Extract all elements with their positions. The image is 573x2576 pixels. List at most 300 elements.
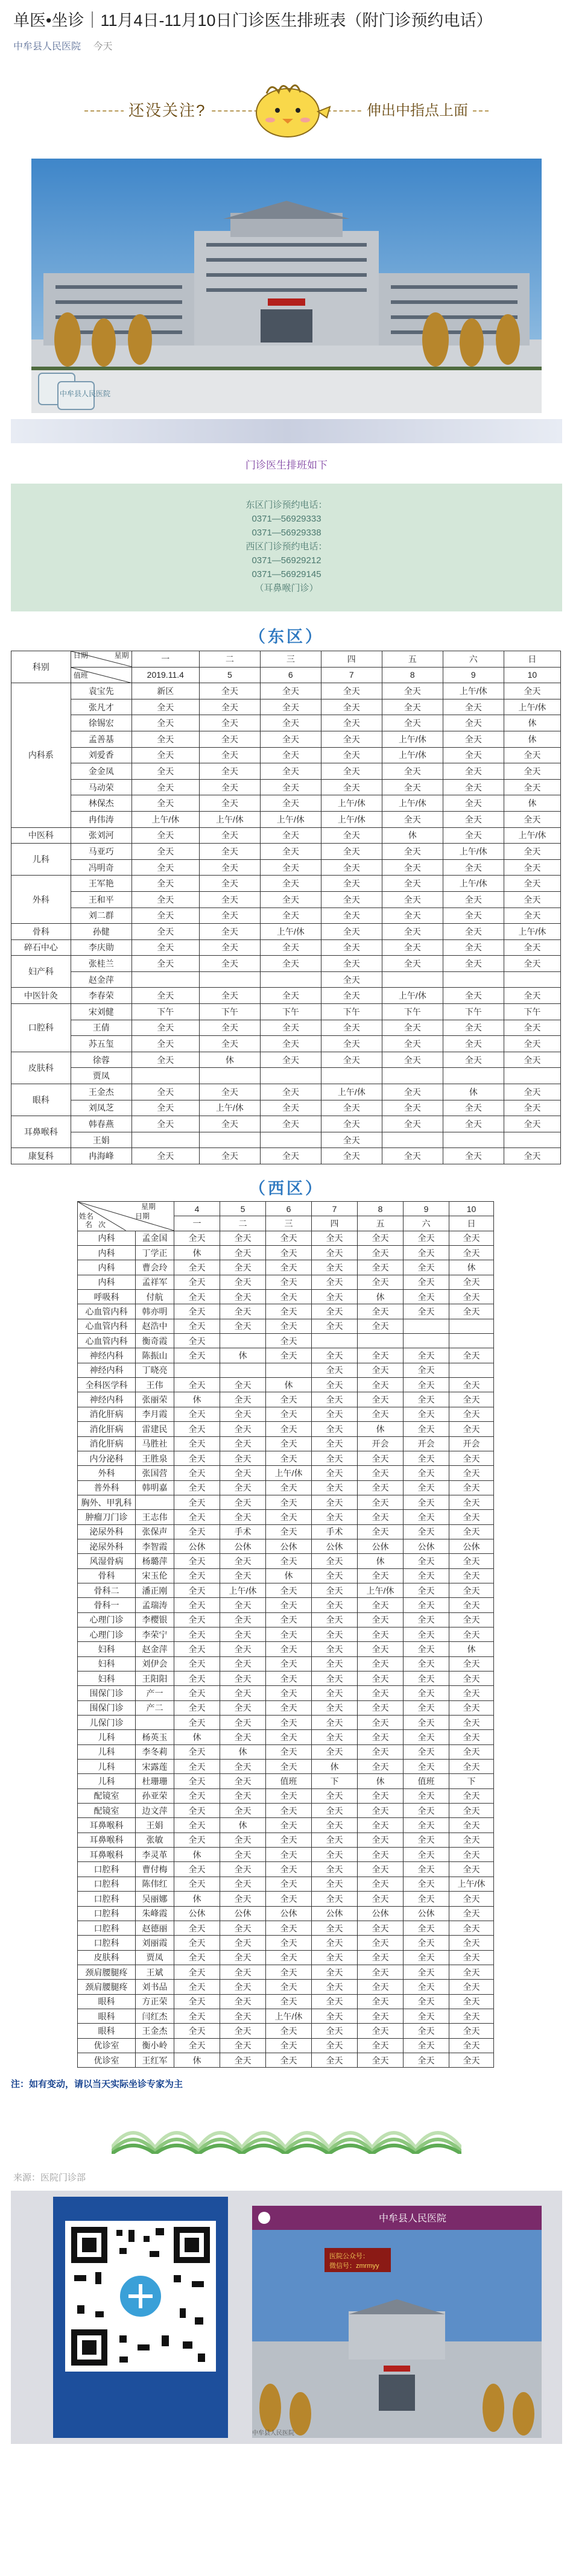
shift-cell: 全天 <box>174 1833 220 1847</box>
shift-cell: 全天 <box>449 2024 494 2038</box>
doctor-name: 李庆勋 <box>71 939 131 956</box>
shift-cell: 全天 <box>404 1568 449 1583</box>
shift-cell: 全天 <box>404 1407 449 1421</box>
shift-cell: 全天 <box>449 1965 494 1979</box>
shift-cell: 全天 <box>404 1627 449 1641</box>
shift-cell: 休 <box>443 1084 504 1100</box>
shift-cell: 全天 <box>358 1319 404 1333</box>
shift-cell <box>131 1068 199 1084</box>
shift-cell: 公休 <box>449 1539 494 1553</box>
shift-cell: 全天 <box>266 1612 312 1627</box>
shift-cell: 全天 <box>260 859 321 876</box>
department-cell: 耳鼻喉科 <box>78 1833 136 1847</box>
shift-cell: 休 <box>358 1290 404 1304</box>
shift-cell: 休 <box>199 1052 260 1068</box>
weekday-header: 一 <box>131 651 199 668</box>
shift-cell: 全天 <box>312 1363 358 1377</box>
shift-cell: 全天 <box>312 1877 358 1891</box>
west-schedule-table <box>77 1201 494 2068</box>
shift-cell: 全天 <box>443 1100 504 1116</box>
shift-cell: 全天 <box>312 1612 358 1627</box>
table-row <box>78 1950 494 1965</box>
department-cell: 眼科 <box>78 2009 136 2023</box>
shift-cell: 全天 <box>358 1656 404 1671</box>
date-header: 5 <box>199 667 260 683</box>
shift-cell: 全天 <box>174 1598 220 1612</box>
shift-cell: 全天 <box>382 956 443 972</box>
shift-cell: 全天 <box>382 699 443 715</box>
department-cell: 肿瘤刀门诊 <box>78 1510 136 1524</box>
doctor-name: 徐蓉 <box>71 1052 131 1068</box>
shift-cell: 上午/休 <box>443 683 504 699</box>
shift-cell: 全天 <box>174 1422 220 1436</box>
department-cell: 儿科 <box>11 844 71 876</box>
doctor-name: 李冬莉 <box>136 1744 174 1759</box>
shift-cell: 全天 <box>404 1994 449 2009</box>
doctor-name: 王斌 <box>136 1965 174 1979</box>
shift-cell: 全天 <box>312 1290 358 1304</box>
table-row <box>78 1451 494 1465</box>
department-cell: 眼科 <box>11 1084 71 1116</box>
shift-cell: 全天 <box>174 1260 220 1275</box>
shift-cell: 上午/休 <box>199 811 260 827</box>
shift-cell: 全天 <box>504 1148 560 1164</box>
shift-cell: 上午/休 <box>504 699 560 715</box>
east-phone-1[interactable]: 0371—56929333 <box>252 514 321 524</box>
shift-cell: 全天 <box>260 939 321 956</box>
shift-cell: 全天 <box>312 1862 358 1877</box>
shift-cell: 全天 <box>174 1319 220 1333</box>
doctor-name: 丁晓亮 <box>136 1363 174 1377</box>
shift-cell: 值班 <box>266 1774 312 1788</box>
shift-cell: 全天 <box>220 1260 266 1275</box>
west-corner-header <box>78 1202 174 1231</box>
shift-cell: 上午/休 <box>443 844 504 860</box>
shift-cell: 休 <box>174 1246 220 1260</box>
shift-cell: 全天 <box>358 1980 404 1994</box>
shift-cell: 下午 <box>199 1004 260 1020</box>
shift-cell: 全天 <box>220 1568 266 1583</box>
shift-cell: 全天 <box>220 1275 266 1289</box>
shift-cell: 全天 <box>312 2038 358 2053</box>
shift-cell: 全天 <box>449 1246 494 1260</box>
date-header: 2019.11.4 <box>131 667 199 683</box>
doctor-name: 张国营 <box>136 1466 174 1480</box>
shift-cell: 全天 <box>404 1950 449 1965</box>
shift-cell: 全天 <box>404 1848 449 1862</box>
shift-cell: 全天 <box>312 1950 358 1965</box>
shift-cell: 手术 <box>220 1524 266 1539</box>
table-row <box>78 1510 494 1524</box>
shift-cell: 全天 <box>449 1275 494 1289</box>
west-cat-label: 名 <box>85 1220 93 1229</box>
shift-cell: 上午/休 <box>199 1100 260 1116</box>
follow-banner[interactable] <box>0 68 573 159</box>
shift-cell: 全天 <box>404 1862 449 1877</box>
table-row <box>78 1568 494 1583</box>
shift-cell: 全天 <box>358 1892 404 1906</box>
shift-cell: 全天 <box>260 715 321 731</box>
east-value-label: 值班 <box>73 671 88 680</box>
department-cell: 骨科 <box>11 924 71 940</box>
date-header: 9 <box>443 667 504 683</box>
shift-cell: 全天 <box>131 1148 199 1164</box>
shift-cell: 全天 <box>220 1804 266 1818</box>
shift-cell: 全天 <box>321 1116 382 1132</box>
shift-cell <box>382 1132 443 1148</box>
shift-cell: 全天 <box>266 1760 312 1774</box>
west-date-row <box>78 1202 494 1216</box>
shift-cell: 开会 <box>449 1436 494 1451</box>
shift-cell: 全天 <box>131 924 199 940</box>
shift-cell: 全天 <box>358 1730 404 1744</box>
qr-card <box>11 2191 562 2444</box>
shift-cell: 下午 <box>382 1004 443 1020</box>
shift-cell: 上午/休 <box>260 924 321 940</box>
table-row <box>78 1804 494 1818</box>
shift-cell: 全天 <box>199 988 260 1004</box>
table-row <box>11 747 561 763</box>
department-cell: 口腔科 <box>11 1004 71 1052</box>
shift-cell: 全天 <box>358 1495 404 1509</box>
department-cell: 皮肤科 <box>78 1950 136 1965</box>
doctor-name: 孟祥军 <box>136 1275 174 1289</box>
shift-cell: 全天 <box>321 715 382 731</box>
shift-cell: 全天 <box>266 1392 312 1407</box>
shift-cell <box>382 971 443 988</box>
shift-cell: 全天 <box>449 1921 494 1935</box>
east-phone-2[interactable]: 0371—56929338 <box>252 528 321 538</box>
shift-cell: 全天 <box>443 859 504 876</box>
doctor-name: 陈伟红 <box>136 1877 174 1891</box>
shift-cell: 上午/休 <box>504 827 560 844</box>
shift-cell: 全天 <box>449 1524 494 1539</box>
shift-cell: 全天 <box>260 891 321 908</box>
shift-cell: 公休 <box>358 1539 404 1553</box>
shift-cell: 全天 <box>321 763 382 780</box>
department-cell: 胸外、甲乳科 <box>78 1495 136 1509</box>
shift-cell: 休 <box>358 1554 404 1568</box>
shift-cell: 全天 <box>199 779 260 795</box>
date-header: 6 <box>260 667 321 683</box>
shift-cell: 全天 <box>449 1495 494 1509</box>
table-row <box>11 731 561 747</box>
shift-cell: 上午/休 <box>358 1583 404 1597</box>
department-cell: 颈肩腰腿疼 <box>78 1980 136 1994</box>
department-cell: 消化肝病 <box>78 1407 136 1421</box>
west-name-label: 姓名 <box>79 1212 94 1220</box>
article-source[interactable]: 中牟县人民医院 <box>13 42 81 52</box>
west-phone-1[interactable]: 0371—56929212 <box>252 555 321 566</box>
shift-cell: 全天 <box>321 859 382 876</box>
doctor-name: 张丽荣 <box>136 1392 174 1407</box>
shift-cell: 全天 <box>404 1788 449 1803</box>
schedule-link[interactable]: 门诊医生排班如下 <box>245 459 328 471</box>
shift-cell: 全天 <box>131 1100 199 1116</box>
table-row <box>11 1052 561 1068</box>
shift-cell: 全天 <box>358 1686 404 1700</box>
shift-cell: 全天 <box>382 763 443 780</box>
shift-cell: 全天 <box>199 699 260 715</box>
shift-cell: 全天 <box>404 1656 449 1671</box>
shift-cell: 全天 <box>266 1304 312 1319</box>
department-cell: 妇科 <box>78 1656 136 1671</box>
table-row <box>78 1304 494 1319</box>
department-cell: 风湿骨病 <box>78 1554 136 1568</box>
shift-cell: 全天 <box>321 1132 382 1148</box>
shift-cell: 全天 <box>443 811 504 827</box>
shift-cell: 下午 <box>443 1004 504 1020</box>
table-row <box>11 699 561 715</box>
shift-cell: 全天 <box>358 1833 404 1847</box>
table-row <box>78 1627 494 1641</box>
shift-cell <box>504 1132 560 1148</box>
table-row <box>78 1598 494 1612</box>
department-cell: 围保门诊 <box>78 1700 136 1715</box>
shift-cell: 全天 <box>131 699 199 715</box>
shift-cell: 全天 <box>260 1084 321 1100</box>
shift-cell: 全天 <box>449 1348 494 1363</box>
shift-cell: 全天 <box>312 1994 358 2009</box>
shift-cell: 全天 <box>312 1848 358 1862</box>
shift-cell: 全天 <box>358 1642 404 1656</box>
department-cell: 外科 <box>78 1466 136 1480</box>
shift-cell: 全天 <box>174 1788 220 1803</box>
table-row <box>78 1495 494 1509</box>
table-row <box>11 971 561 988</box>
shift-cell: 全天 <box>174 2009 220 2023</box>
shift-cell: 全天 <box>220 1936 266 1950</box>
shift-cell: 全天 <box>260 908 321 924</box>
west-phone-note: （耳鼻喉门诊） <box>255 583 318 593</box>
shift-cell: 全天 <box>220 2053 266 2067</box>
shift-cell: 全天 <box>449 1700 494 1715</box>
shift-cell: 全天 <box>382 1020 443 1036</box>
doctor-name: 林保杰 <box>71 795 131 812</box>
shift-cell: 全天 <box>199 939 260 956</box>
shift-cell: 全天 <box>266 1744 312 1759</box>
shift-cell: 全天 <box>260 1020 321 1036</box>
table-row <box>78 1744 494 1759</box>
shift-cell: 全天 <box>260 1036 321 1052</box>
shift-cell: 全天 <box>174 1804 220 1818</box>
department-cell: 呼吸科 <box>78 1290 136 1304</box>
shift-cell: 全天 <box>260 1052 321 1068</box>
shift-cell <box>260 1068 321 1084</box>
shift-cell: 全天 <box>449 1554 494 1568</box>
shift-cell: 休 <box>174 1848 220 1862</box>
shift-cell: 全天 <box>443 1036 504 1052</box>
doctor-name: 边文萍 <box>136 1804 174 1818</box>
shift-cell: 全天 <box>443 988 504 1004</box>
shift-cell: 休 <box>504 731 560 747</box>
shift-cell: 全天 <box>312 1672 358 1686</box>
shift-cell: 全天 <box>266 1672 312 1686</box>
shift-cell: 全天 <box>449 1788 494 1803</box>
shift-cell: 全天 <box>449 1994 494 2009</box>
shift-cell: 全天 <box>321 924 382 940</box>
shift-cell: 全天 <box>260 1100 321 1116</box>
shift-cell: 全天 <box>260 1116 321 1132</box>
table-row <box>78 1392 494 1407</box>
shift-cell: 全天 <box>199 1084 260 1100</box>
weekday-header: 六 <box>443 651 504 668</box>
shift-cell: 全天 <box>312 1568 358 1583</box>
department-cell: 碎石中心 <box>11 939 71 956</box>
doctor-name: 李智霞 <box>136 1539 174 1553</box>
shift-cell: 全天 <box>174 1994 220 2009</box>
shift-cell: 全天 <box>174 1877 220 1891</box>
doctor-name: 王娟 <box>71 1132 131 1148</box>
doctor-name: 宋露莲 <box>136 1760 174 1774</box>
shift-cell: 全天 <box>199 891 260 908</box>
department-cell: 儿保门诊 <box>78 1716 136 1730</box>
shift-cell: 全天 <box>358 1760 404 1774</box>
shift-cell: 全天 <box>504 763 560 780</box>
shift-cell: 全天 <box>266 1422 312 1436</box>
shift-cell: 全天 <box>266 1451 312 1465</box>
shift-cell: 全天 <box>449 1936 494 1950</box>
shift-cell: 全天 <box>449 1686 494 1700</box>
shift-cell: 全天 <box>174 1495 220 1509</box>
shift-cell: 全天 <box>199 1148 260 1164</box>
shift-cell: 全天 <box>358 1994 404 2009</box>
shift-cell: 休 <box>174 2053 220 2067</box>
department-cell: 心理门诊 <box>78 1627 136 1641</box>
shift-cell: 全天 <box>404 1612 449 1627</box>
shift-cell: 全天 <box>312 1583 358 1597</box>
shift-cell: 全天 <box>404 1818 449 1833</box>
article-meta <box>13 39 560 52</box>
shift-cell: 公休 <box>220 1539 266 1553</box>
qr-card-image <box>11 2191 562 2444</box>
shift-cell: 全天 <box>358 1392 404 1407</box>
department-cell: 优诊室 <box>78 2053 136 2067</box>
doctor-name: 丁学正 <box>136 1246 174 1260</box>
table-row <box>78 1980 494 1994</box>
shift-cell: 全天 <box>358 2038 404 2053</box>
shift-cell: 上午/休 <box>321 795 382 812</box>
shift-cell: 全天 <box>266 1730 312 1744</box>
shift-cell: 全天 <box>220 1716 266 1730</box>
west-phone-2[interactable]: 0371—56929145 <box>252 569 321 579</box>
date-header: 6 <box>266 1202 312 1216</box>
shift-cell: 全天 <box>220 1642 266 1656</box>
shift-cell: 全天 <box>358 1700 404 1715</box>
shift-cell: 全天 <box>321 1020 382 1036</box>
shift-cell: 公休 <box>174 1539 220 1553</box>
shift-cell: 全天 <box>312 1480 358 1495</box>
shift-cell: 全天 <box>382 908 443 924</box>
shift-cell: 全天 <box>449 1612 494 1627</box>
shift-cell <box>312 1334 358 1348</box>
table-row <box>11 939 561 956</box>
shift-cell: 全天 <box>404 1760 449 1774</box>
shift-cell <box>404 1334 449 1348</box>
shift-cell <box>131 971 199 988</box>
table-row <box>11 1132 561 1148</box>
shift-cell: 全天 <box>174 1672 220 1686</box>
doctor-name: 刘丽霞 <box>136 1936 174 1950</box>
department-cell: 口腔科 <box>78 1906 136 1921</box>
shift-cell: 全天 <box>358 1818 404 1833</box>
shift-cell: 全天 <box>174 1480 220 1495</box>
shift-cell: 全天 <box>504 988 560 1004</box>
shift-cell: 休 <box>358 1422 404 1436</box>
shift-cell: 全天 <box>266 1554 312 1568</box>
shift-cell: 全天 <box>382 1052 443 1068</box>
shift-cell: 全天 <box>260 1148 321 1164</box>
shift-cell: 全天 <box>358 1744 404 1759</box>
shift-cell: 全天 <box>174 1466 220 1480</box>
shift-cell: 全天 <box>404 1583 449 1597</box>
table-row <box>78 1642 494 1656</box>
doctor-name: 雷建民 <box>136 1422 174 1436</box>
shift-cell: 全天 <box>504 859 560 876</box>
shift-cell: 全天 <box>404 1378 449 1392</box>
shift-cell: 全天 <box>220 1686 266 1700</box>
shift-cell: 全天 <box>260 699 321 715</box>
article-header <box>0 0 573 52</box>
shift-cell: 全天 <box>504 1052 560 1068</box>
shift-cell: 上午/休 <box>321 1084 382 1100</box>
shift-cell: 全天 <box>260 956 321 972</box>
shift-cell: 全天 <box>131 1036 199 1052</box>
shift-cell: 全天 <box>220 1422 266 1436</box>
table-row <box>11 891 561 908</box>
shift-cell: 上午/休 <box>504 924 560 940</box>
doctor-name: 王倩 <box>71 1020 131 1036</box>
shift-cell: 全天 <box>266 1260 312 1275</box>
shift-cell: 全天 <box>404 1642 449 1656</box>
footer-note: 注：如有变动，请以当天实际坐诊专家为主 <box>11 2079 183 2090</box>
qr-photo-sign: 中牟县人民医院 <box>252 2430 294 2437</box>
shift-cell: 全天 <box>358 2024 404 2038</box>
doctor-name: 衡奇霞 <box>136 1334 174 1348</box>
table-row <box>78 1700 494 1715</box>
shift-cell: 全天 <box>358 1363 404 1377</box>
shift-cell: 全天 <box>266 1627 312 1641</box>
shift-cell: 全天 <box>449 1892 494 1906</box>
doctor-name: 王娟 <box>136 1818 174 1833</box>
shift-cell: 全天 <box>174 1862 220 1877</box>
shift-cell: 全天 <box>312 1495 358 1509</box>
shift-cell: 全天 <box>321 844 382 860</box>
shift-cell: 全天 <box>131 779 199 795</box>
doctor-name: 马胜社 <box>136 1436 174 1451</box>
shift-cell: 全天 <box>358 1936 404 1950</box>
table-row <box>78 1407 494 1421</box>
table-row <box>78 1788 494 1803</box>
weekday-header: 日 <box>504 651 560 668</box>
shift-cell: 公休 <box>404 1906 449 1921</box>
shift-cell: 全天 <box>131 715 199 731</box>
shift-cell: 下午 <box>321 1004 382 1020</box>
shift-cell: 全天 <box>358 1965 404 1979</box>
shift-cell: 全天 <box>404 1348 449 1363</box>
date-header: 7 <box>321 667 382 683</box>
department-cell: 消化肝病 <box>78 1422 136 1436</box>
shift-cell: 休 <box>449 1642 494 1656</box>
shift-cell: 全天 <box>199 1020 260 1036</box>
shift-cell: 全天 <box>312 1451 358 1465</box>
shift-cell: 全天 <box>449 1407 494 1421</box>
doctor-name: 王军艳 <box>71 876 131 892</box>
shift-cell: 全天 <box>382 844 443 860</box>
shift-cell: 全天 <box>404 1363 449 1377</box>
doctor-name: 杨璐萍 <box>136 1554 174 1568</box>
shift-cell: 全天 <box>504 876 560 892</box>
